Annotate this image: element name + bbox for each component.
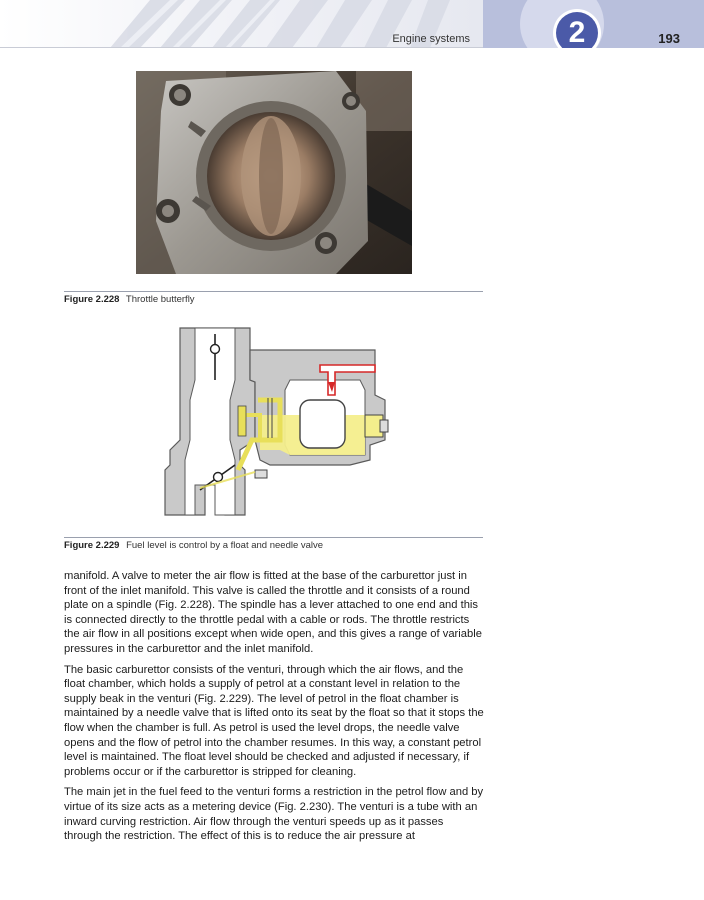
figure-229-number: Figure 2.229 bbox=[64, 540, 120, 551]
body-paragraph-2: The basic carburettor consists of the venturi, through which the air flows, and the float chamber, which holds a supply of petrol at a constant level in relation to the supply beak in the venturi (Fig. 2.229). The level of petrol in the float chamber is maintained by a needle valve that is lifted onto its seat by the float so that it stops the flow when the chamber is full. As petrol is used the level drops, the needle valve opens and the flow of petrol into the chamber resumes. In this way, a constant petrol level is maintained. The float level should be checked and adjusted if necessary, if problems occur or if the carburettor is stripped for cleaning. bbox=[64, 663, 484, 778]
figure-229-rule bbox=[64, 537, 483, 538]
page-number: 193 bbox=[658, 31, 680, 46]
body-text bbox=[64, 569, 484, 850]
figure-229-caption-text: Fuel level is control by a float and needle valve bbox=[126, 540, 324, 551]
figure-228-rule bbox=[64, 291, 483, 292]
throttle-butterfly-photo bbox=[136, 71, 412, 274]
section-title: Engine systems bbox=[392, 33, 470, 45]
chapter-number-badge: 2 bbox=[556, 12, 598, 48]
figure-228-number: Figure 2.228 bbox=[64, 294, 120, 305]
body-paragraph-1: manifold. A valve to meter the air flow is fitted at the base of the carburettor just in front of the inlet manifold. This valve is called the throttle and it consists of a round plate on a spindle (Fig. 2.228). The spindle has a lever attached to one end and this is connected directly to the throttle pedal with a cable or rods. The throttle restricts the air flow in all positions except when wide open, and this gives a range of variable pressures in the carburettor and the inlet manifold. bbox=[64, 570, 482, 655]
figure-229-caption bbox=[64, 540, 323, 551]
figure-228-caption-text: Throttle butterfly bbox=[125, 294, 195, 305]
float-chamber-diagram bbox=[160, 320, 390, 520]
body-paragraph-3: The main jet in the fuel feed to the venturi forms a restriction in the petrol flow and by virtue of its size acts as a metering device (Fig. 2.230). The venturi is a tube with an inward curving restriction. Air flow through the venturi speeds up as it passes through the restriction. The effect of this is to reduce the air pressure at bbox=[64, 786, 484, 843]
header-divider bbox=[0, 47, 483, 48]
chapter-tab bbox=[483, 0, 704, 48]
figure-228-caption bbox=[64, 294, 195, 305]
